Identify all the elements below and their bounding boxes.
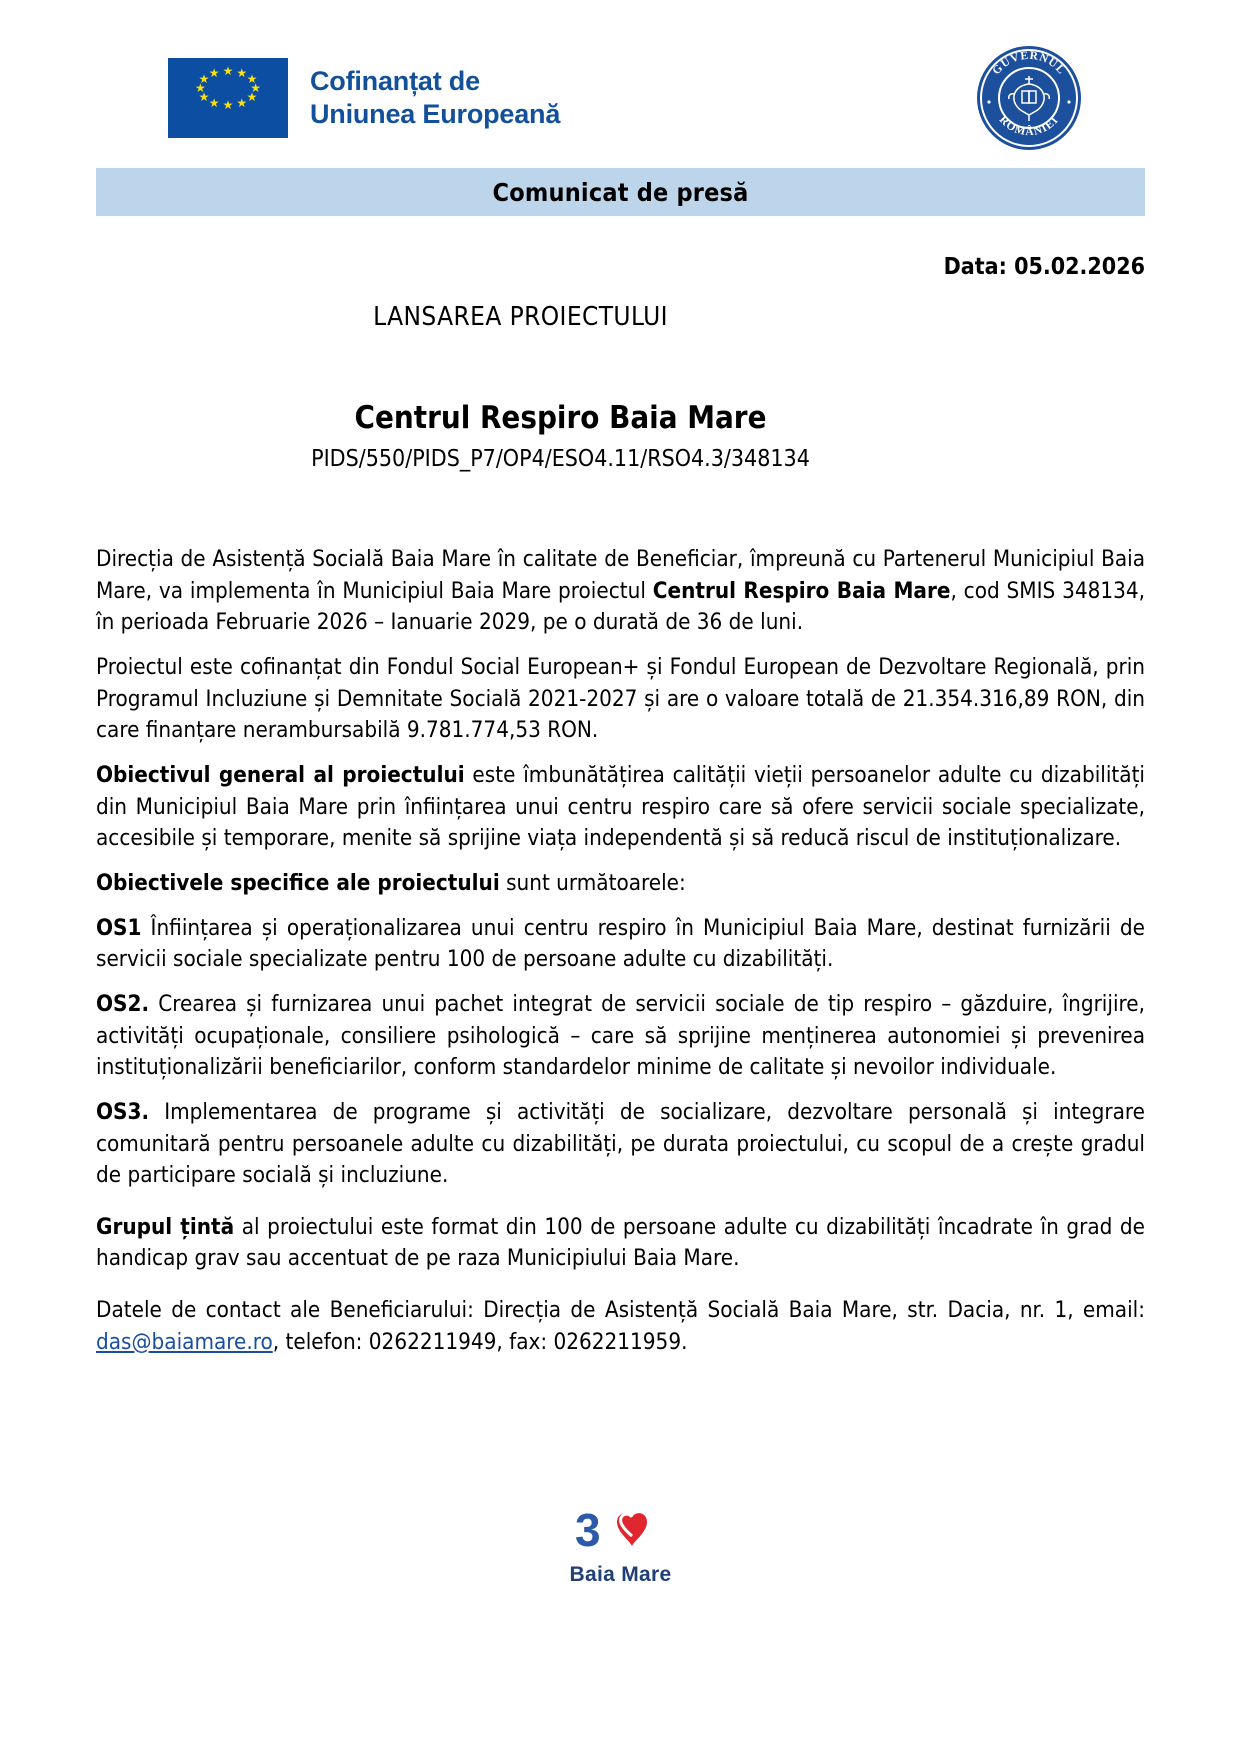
- paragraph-target-group: [96, 1212, 1145, 1275]
- intro-project-name: Centrul Respiro Baia Mare: [652, 577, 951, 604]
- launch-heading: LANSAREA PROIECTULUI: [373, 302, 668, 332]
- specific-objectives-label: Obiectivele specifice ale proiectului: [96, 869, 500, 896]
- svg-text:ROMÂNIEI: ROMÂNIEI: [996, 113, 1062, 138]
- eu-logo-text: [310, 65, 560, 131]
- eu-logo-line1: Cofinanțat de: [310, 65, 480, 96]
- page-title: Centrul Respiro Baia Mare: [354, 400, 767, 436]
- contact-text-b: , telefon: 0262211949, fax: 0262211959.: [272, 1328, 688, 1355]
- os1-text: Înființarea și operaționalizarea unui centru respiro în Municipiul Baia Mare, destinat furnizării de servicii sociale specializate pentru 100 de persoane adulte cu dizabilități.: [96, 914, 1145, 973]
- header-logos: [0, 0, 1241, 140]
- footer-caption: Baia Mare: [569, 1563, 672, 1586]
- os3-text: Implementarea de programe și activități de socializare, dezvoltare personală și integrare comunitară pentru persoanele adulte cu dizabilități, pe durata proiectului, cu scopul de a crește gradul de participare socială și incluziune.: [96, 1098, 1145, 1189]
- paragraph-os3: [96, 1097, 1145, 1192]
- os1-label: OS1: [96, 914, 142, 941]
- paragraph-specific-objectives-lead: [96, 868, 1145, 900]
- paragraph-funding: Proiectul este cofinanțat din Fondul Social European+ și Fondul European de Dezvoltare Regională, prin Programul Incluziune și Demnitate Socială 2021-2027 și are o valoare totală de 21.354.316,89 RON, din care finanțare nerambursabilă 9.781.774,53 RON.: [96, 653, 1145, 744]
- press-release-banner: [96, 168, 1145, 216]
- paragraph-contact: [96, 1295, 1145, 1358]
- target-group-label: Grupul țintă: [96, 1213, 235, 1240]
- footer-logo: [0, 1504, 1241, 1587]
- os2-text: Crearea și furnizarea unui pachet integrat de servicii sociale de tip respiro – găzduire, îngrijire, activități ocupaționale, consiliere psihologică – care să sprijine menținerea autonomiei și prevenirea instituționalizării beneficiarilor, conform standardelor minime de calitate și nevoilor individuale.: [96, 990, 1145, 1081]
- document-body: [96, 544, 1145, 1358]
- paragraph-general-objective: [96, 760, 1145, 855]
- romanian-government-seal-icon: [977, 46, 1081, 150]
- eu-cofinancing-logo: [168, 58, 560, 138]
- baia-mare-heart-logo-icon: [573, 1504, 669, 1554]
- contact-email-link[interactable]: das@baiamare.ro: [96, 1328, 273, 1355]
- paragraph-os2: [96, 989, 1145, 1084]
- project-code: PIDS/550/PIDS_P7/OP4/ESO4.11/RSO4.3/348134: [311, 446, 810, 472]
- eu-logo-line2: Uniunea Europeană: [310, 98, 561, 129]
- os3-label: OS3.: [96, 1098, 150, 1125]
- paragraph-intro: [96, 544, 1145, 639]
- general-objective-label: Obiectivul general al proiectului: [96, 761, 465, 788]
- banner-title: Comunicat de presă: [492, 177, 749, 207]
- paragraph-os1: [96, 913, 1145, 976]
- os2-label: OS2.: [96, 990, 150, 1017]
- contact-text-a: Datele de contact ale Beneficiarului: Direcția de Asistență Socială Baia Mare, str. Dacia, nr. 1, email:: [96, 1297, 1145, 1324]
- document-date: Data: 05.02.2026: [943, 254, 1145, 280]
- specific-objectives-lead-text: sunt următoarele:: [499, 869, 686, 896]
- intro-text-a: Direcția de Asistență Socială Baia Mare în calitate de Beneficiar, împreună cu Partenerul Municipiul Baia Mare, va implementa în Municipiul Baia Mare proiectul: [96, 546, 1145, 604]
- general-objective-text: este îmbunătățirea calității vieții persoanelor adulte cu dizabilități din Municipiul Baia Mare prin înființarea unui centru respiro care să ofere servicii sociale specializate, accesibile și temporare, menite să sprijine viața independentă și să reducă riscul de instituționalizare.: [96, 761, 1146, 852]
- intro-text-b: , cod SMIS 348134, în perioada Februarie 2026 – Ianuarie 2029, pe o durată de 36 de luni.: [96, 577, 1146, 636]
- target-group-text: al proiectului este format din 100 de persoane adulte cu dizabilități încadrate în grad de handicap grav sau accentuat de pe raza Municipiului Baia Mare.: [96, 1213, 1145, 1272]
- svg-text:3: 3: [574, 1504, 601, 1554]
- svg-text:GUVERNUL: GUVERNUL: [990, 49, 1068, 77]
- eu-flag-icon: ★ ★ ★ ★ ★ ★ ★ ★ ★ ★ ★ ★: [168, 58, 288, 138]
